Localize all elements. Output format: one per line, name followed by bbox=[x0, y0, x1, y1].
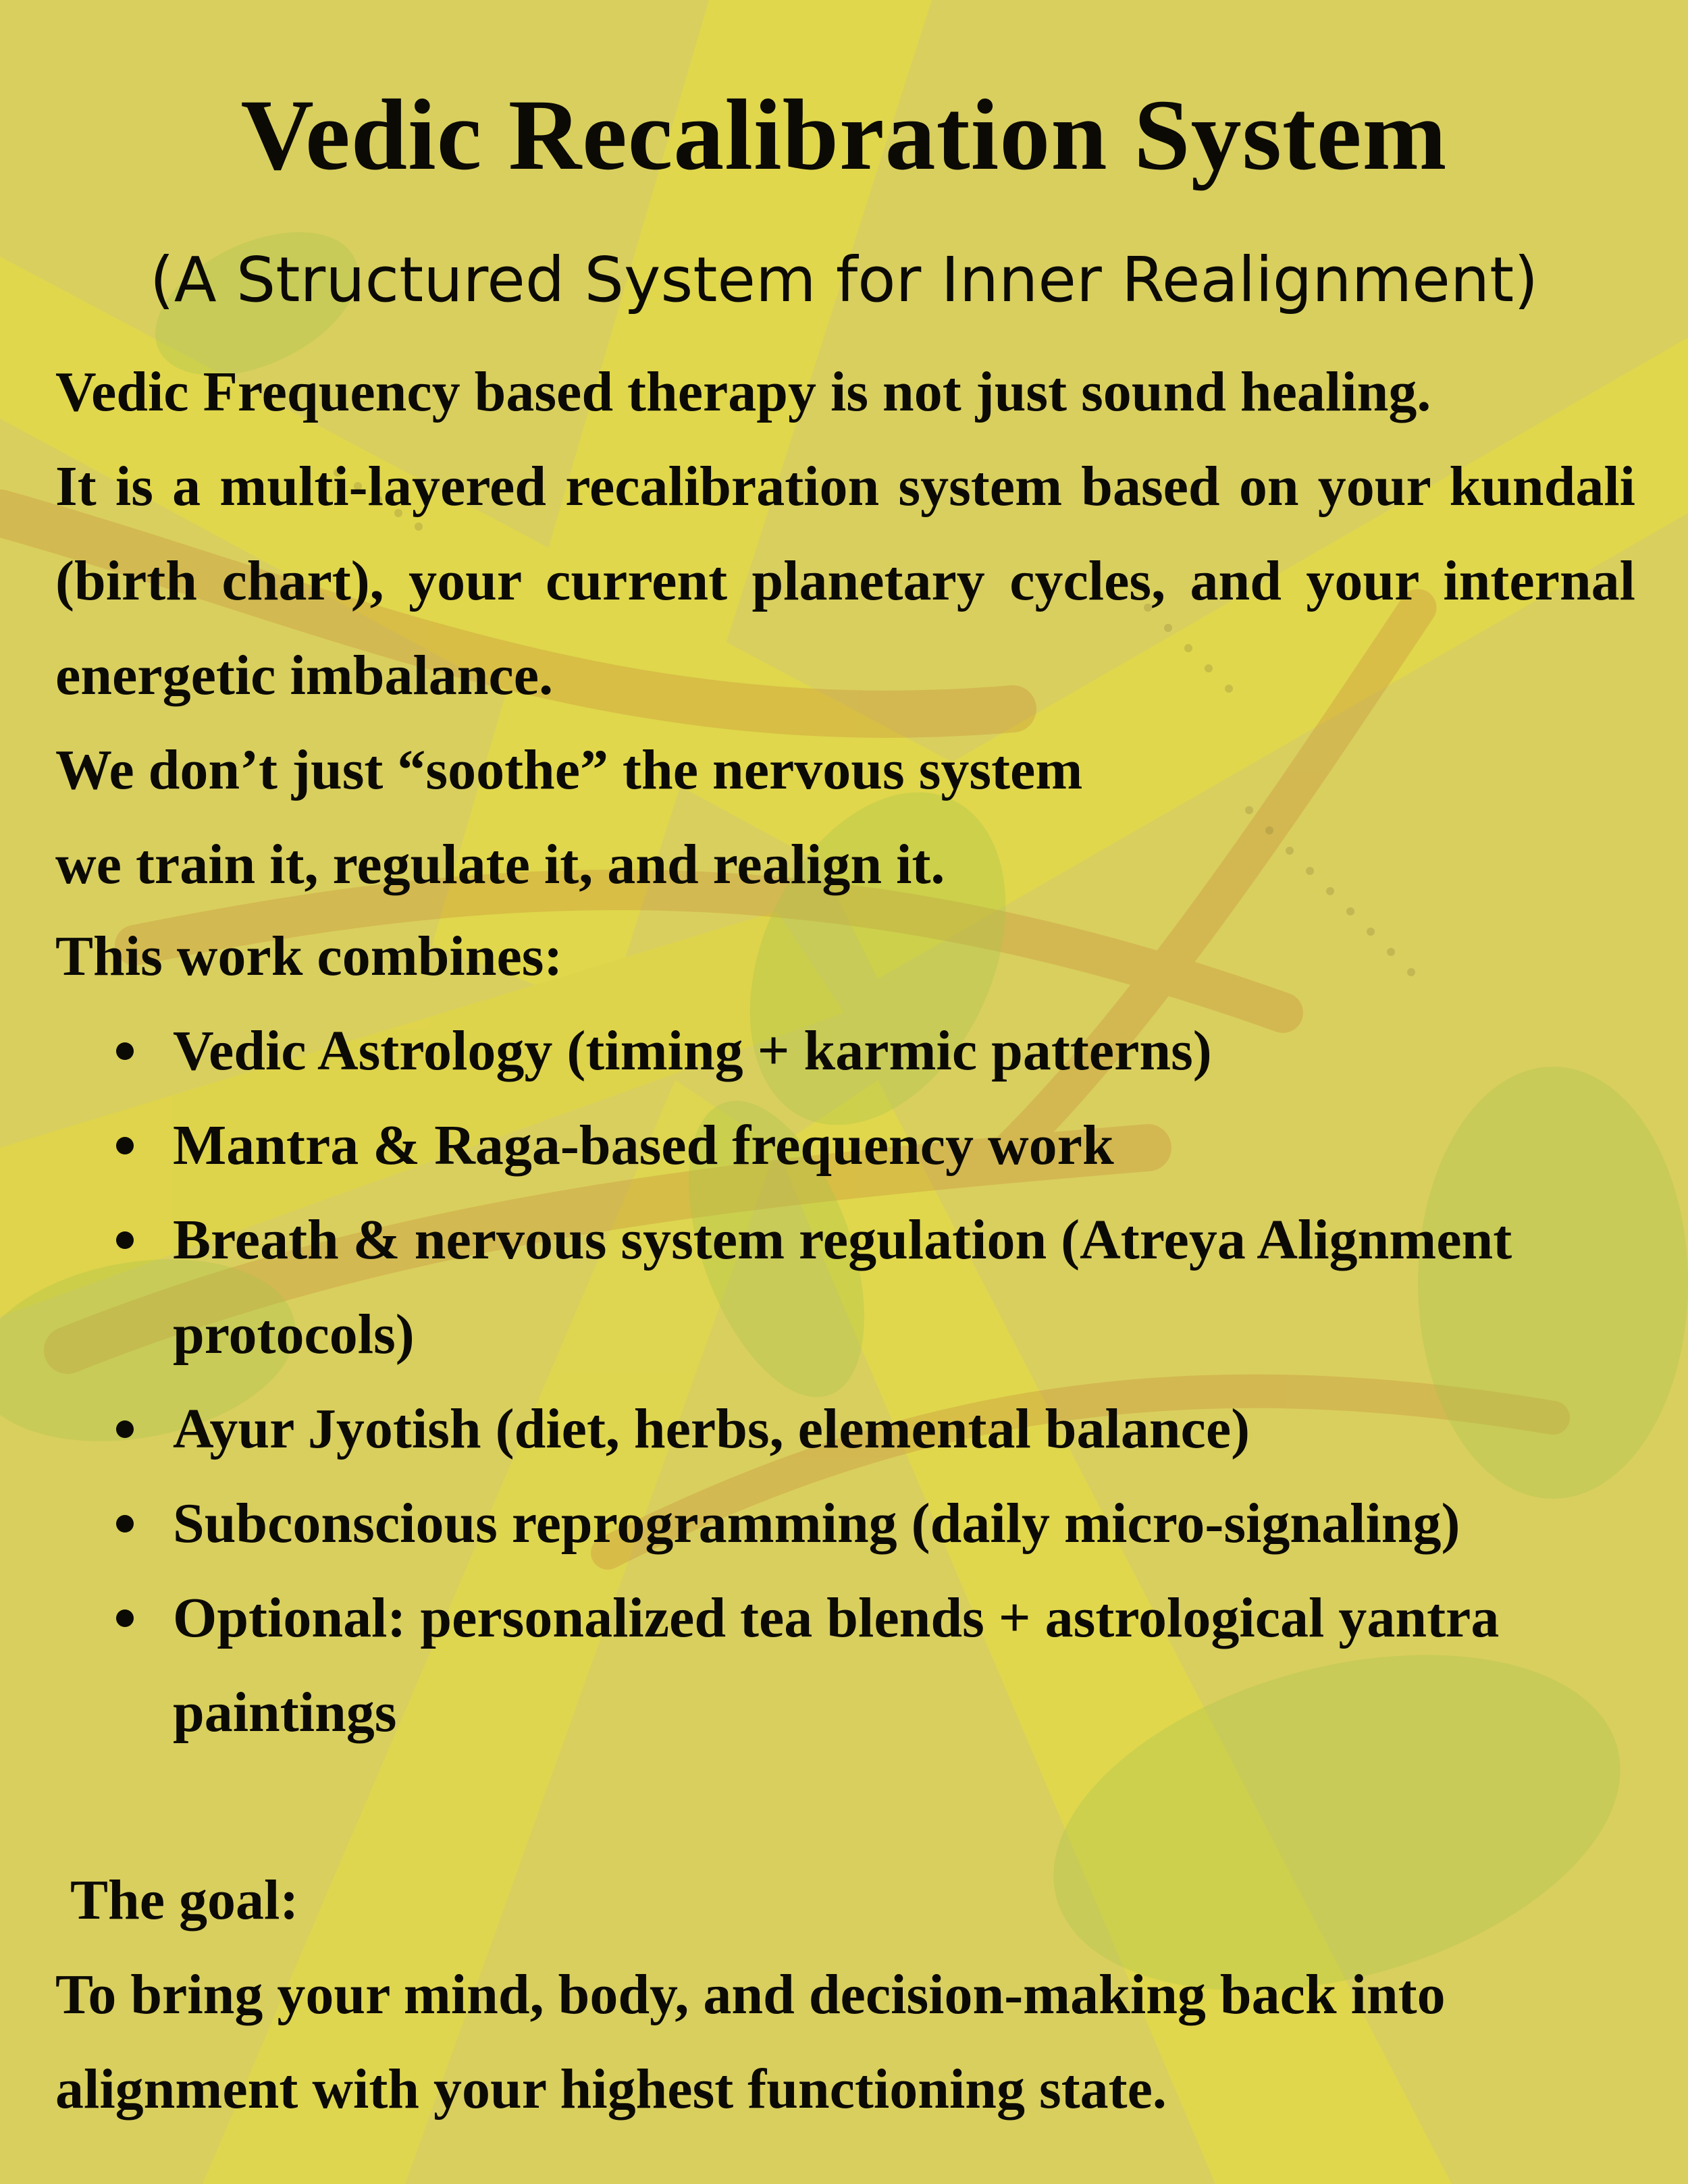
list-item-text: Optional: personalized tea blends + astrological yantra paintings bbox=[173, 1587, 1500, 1744]
bullet-dot bbox=[116, 1420, 134, 1438]
bullet-dot bbox=[116, 1137, 134, 1154]
page-title: Vedic Recalibration System bbox=[240, 79, 1448, 191]
goal-heading: The goal: bbox=[70, 1869, 299, 1932]
bullet-dot bbox=[116, 1231, 134, 1249]
list-item-text: Mantra & Raga-based frequency work bbox=[173, 1114, 1114, 1177]
combines-list bbox=[0, 1004, 1688, 1760]
list-item-text: Breath & nervous system regulation (Atreya Alignment protocols) bbox=[173, 1208, 1512, 1366]
list-item-text: Subconscious reprogramming (daily micro-signaling) bbox=[173, 1492, 1460, 1555]
list-item bbox=[0, 1193, 1672, 1382]
list-item bbox=[0, 1476, 1672, 1571]
list-item bbox=[0, 1382, 1672, 1476]
list-item bbox=[0, 1098, 1672, 1193]
bullet-dot bbox=[116, 1515, 134, 1533]
goal-text: To bring your mind, body, and decision-making back into alignment with your highest functioning state. bbox=[55, 1963, 1446, 2121]
statement-line-1: We don’t just “soothe” the nervous system bbox=[55, 739, 1083, 801]
intro-text: Vedic Frequency based therapy is not just sound healing. bbox=[55, 361, 1431, 423]
bullet-dot bbox=[116, 1609, 134, 1627]
description-text: It is a multi-layered recalibration system based on your kundali (birth chart), your current planetary cycles, and your internal energetic imbalance. bbox=[55, 455, 1635, 707]
list-item-text: Vedic Astrology (timing + karmic patterns) bbox=[173, 1019, 1212, 1082]
list-item bbox=[0, 1004, 1672, 1098]
combines-heading: This work combines: bbox=[55, 925, 563, 988]
page-subtitle: (A Structured System for Inner Realignment) bbox=[149, 244, 1539, 316]
list-item-text: Ayur Jyotish (diet, herbs, elemental balance) bbox=[173, 1397, 1250, 1460]
statement-line-2: we train it, regulate it, and realign it. bbox=[55, 833, 945, 896]
list-item bbox=[0, 1571, 1672, 1760]
bullet-dot bbox=[116, 1042, 134, 1060]
